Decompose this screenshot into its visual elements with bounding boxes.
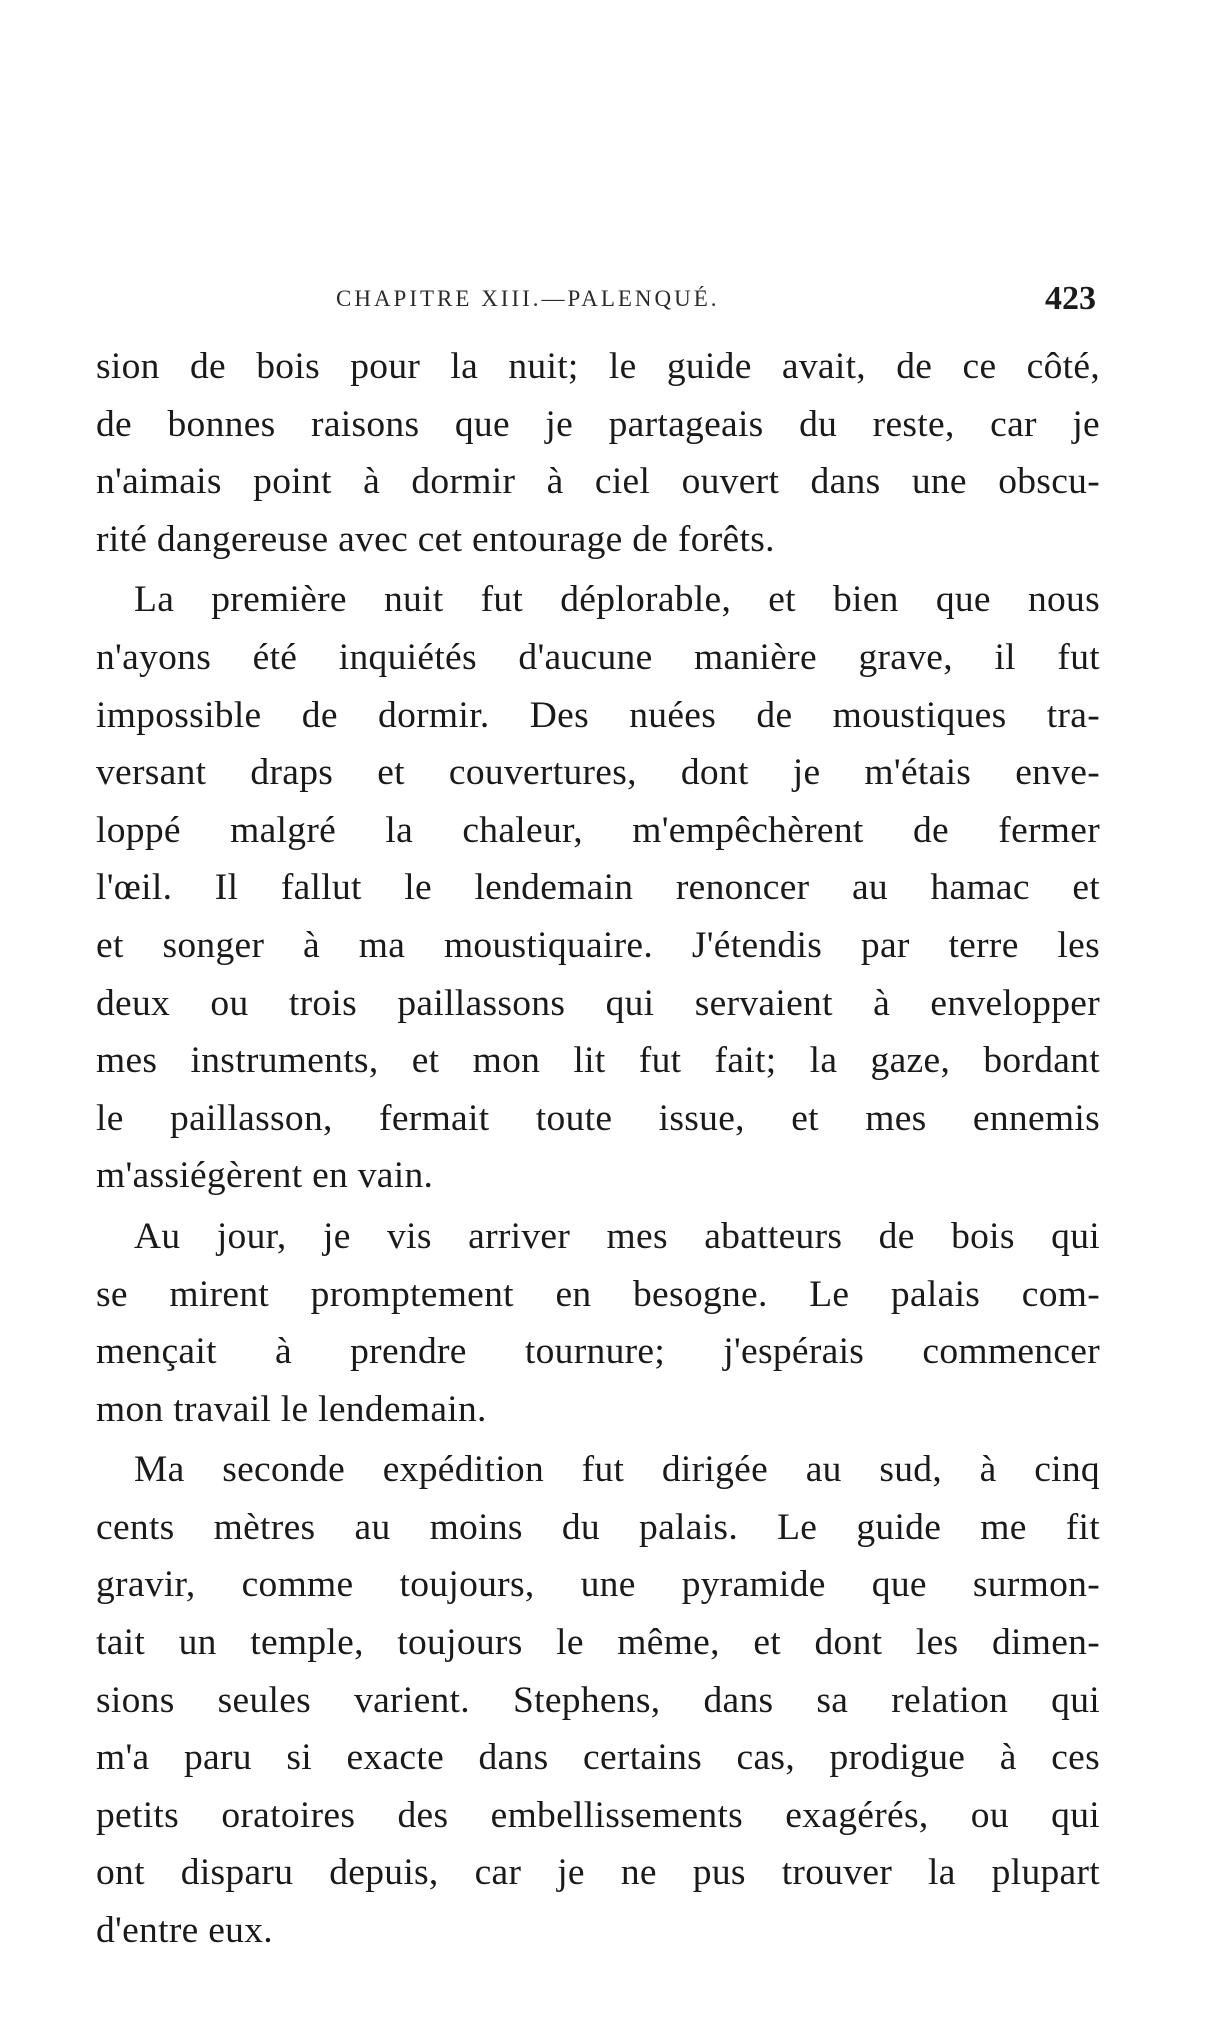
text-line: Ma seconde expédition fut dirigée au sud, à cinq bbox=[134, 1449, 1100, 1491]
text-line: et songer à ma moustiquaire. J'étendis par terre les bbox=[96, 924, 1100, 966]
text-line: n'aimais point à dormir à ciel ouvert dans une obscu- bbox=[96, 461, 1100, 503]
text-line: La première nuit fut déplorable, et bien que nous bbox=[134, 579, 1100, 621]
text-line: se mirent promptement en besogne. Le palais com- bbox=[96, 1273, 1100, 1315]
text-line: m'assiégèrent en vain. bbox=[96, 1155, 434, 1197]
paragraph-2 bbox=[96, 571, 1100, 1205]
text-line: l'œil. Il fallut le lendemain renoncer au hamac et bbox=[96, 867, 1100, 909]
paragraph-1 bbox=[96, 338, 1100, 568]
text-line: mon travail le lendemain. bbox=[96, 1388, 487, 1430]
paragraph-4 bbox=[96, 1441, 1100, 1959]
text-line: Au jour, je vis arriver mes abatteurs de bois qui bbox=[134, 1215, 1100, 1257]
text-line: loppé malgré la chaleur, m'empêchèrent de fermer bbox=[96, 809, 1100, 851]
page-number: 423 bbox=[1045, 280, 1096, 317]
text-line: deux ou trois paillassons qui servaient à envelopper bbox=[96, 982, 1100, 1024]
text-line: le paillasson, fermait toute issue, et mes ennemis bbox=[96, 1097, 1100, 1139]
text-line: sions seules varient. Stephens, dans sa relation qui bbox=[96, 1679, 1100, 1721]
text-line: ont disparu depuis, car je ne pus trouver la plupart bbox=[96, 1852, 1100, 1894]
text-line: gravir, comme toujours, une pyramide que surmon- bbox=[96, 1564, 1100, 1606]
running-title: CHAPITRE XIII.—PALENQUÉ. bbox=[336, 286, 720, 311]
text-line: sion de bois pour la nuit; le guide avait, de ce côté, bbox=[96, 346, 1100, 387]
running-head bbox=[96, 280, 1096, 326]
text-line: petits oratoires des embellissements exagérés, ou qui bbox=[96, 1794, 1100, 1836]
text-line: mençait à prendre tournure; j'espérais commencer bbox=[96, 1331, 1100, 1373]
text-line: impossible de dormir. Des nuées de moustiques tra- bbox=[96, 694, 1100, 736]
text-line: d'entre eux. bbox=[96, 1910, 273, 1952]
text-line: rité dangereuse avec cet entourage de forêts. bbox=[96, 518, 775, 560]
text-line: de bonnes raisons que je partageais du reste, car je bbox=[96, 403, 1100, 445]
paragraph-3 bbox=[96, 1208, 1100, 1438]
text-line: n'ayons été inquiétés d'aucune manière grave, il fut bbox=[96, 636, 1100, 678]
text-line: tait un temple, toujours le même, et dont les dimen- bbox=[96, 1622, 1100, 1664]
text-line: m'a paru si exacte dans certains cas, prodigue à ces bbox=[96, 1737, 1100, 1779]
body-text bbox=[96, 338, 1100, 1960]
text-line: versant draps et couvertures, dont je m'étais enve- bbox=[96, 752, 1100, 794]
text-line: cents mètres au moins du palais. Le guide me fit bbox=[96, 1506, 1100, 1548]
text-line: mes instruments, et mon lit fut fait; la gaze, bordant bbox=[96, 1040, 1100, 1082]
